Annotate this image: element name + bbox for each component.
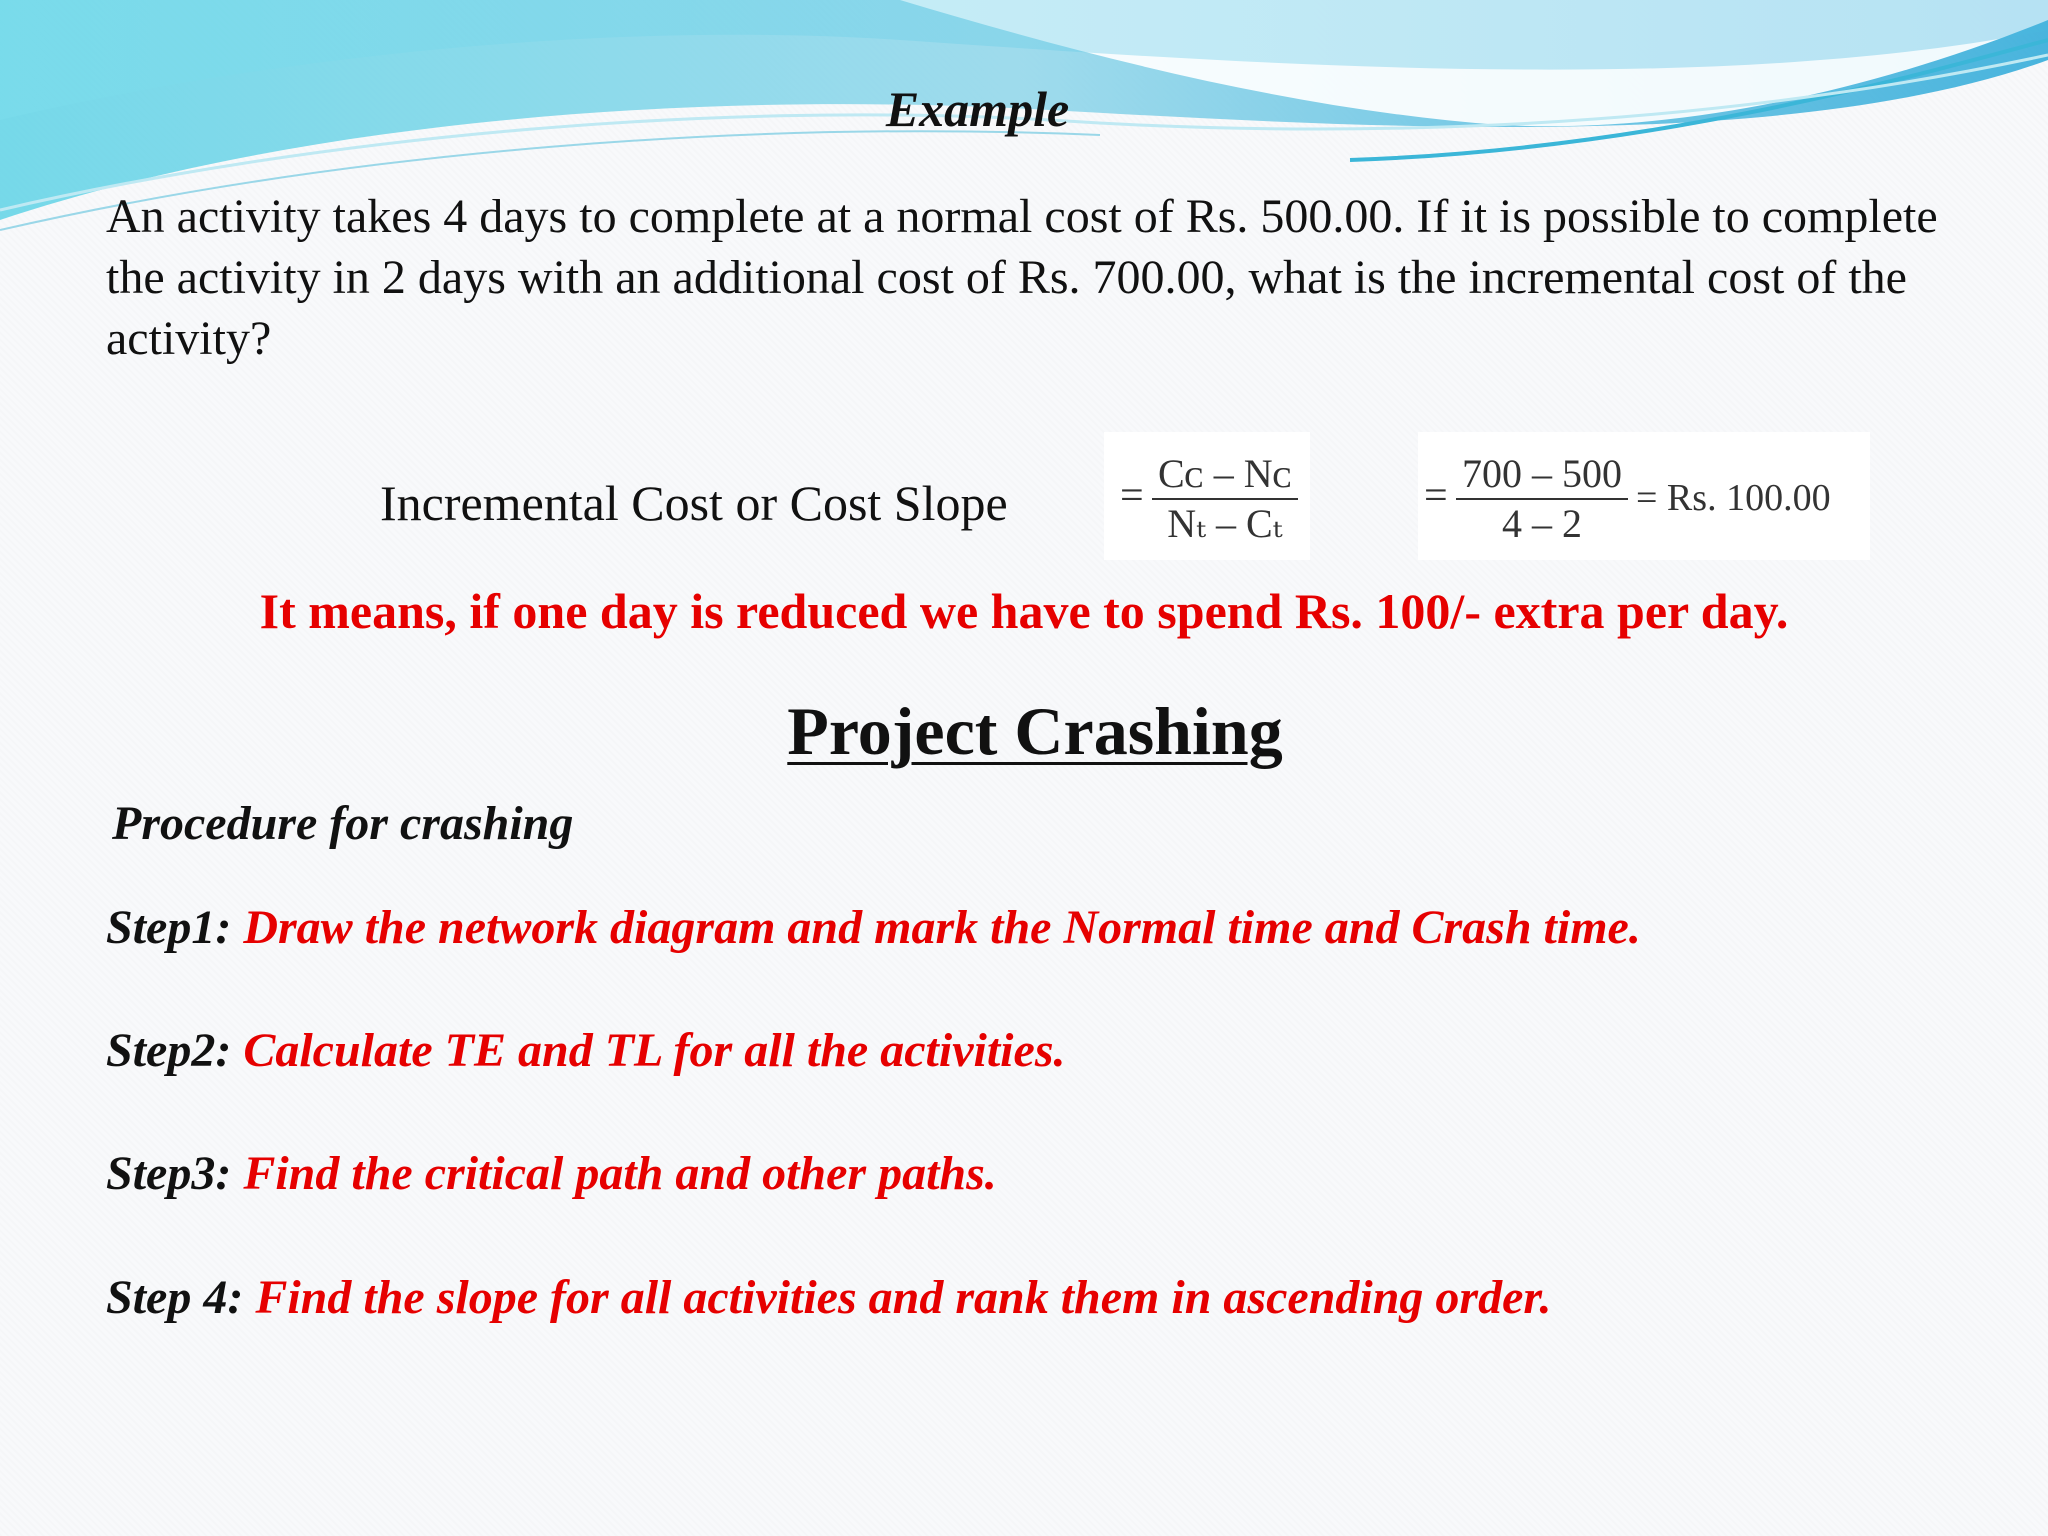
- step-4: [106, 1270, 1551, 1325]
- step-text: Draw the network diagram and mark the Normal time and Crash time.: [243, 901, 1641, 954]
- general-fraction: [1152, 450, 1298, 548]
- step-label: Step3:: [106, 1147, 232, 1200]
- general-denominator: Nₜ – Cₜ: [1167, 501, 1283, 546]
- step-label: Step 4:: [106, 1271, 244, 1324]
- step-1: [106, 900, 1641, 955]
- general-formula: [1104, 432, 1310, 560]
- step-label: Step2:: [106, 1024, 232, 1077]
- step-text: Calculate TE and TL for all the activities.: [243, 1024, 1066, 1077]
- step-text: Find the slope for all activities and rank them in ascending order.: [255, 1271, 1552, 1324]
- value-fraction: [1456, 450, 1628, 548]
- value-formula: [1418, 432, 1870, 560]
- general-equals: =: [1120, 473, 1144, 519]
- step-3: [106, 1146, 997, 1201]
- step-label: Step1:: [106, 901, 232, 954]
- example-title: Example: [885, 81, 1070, 137]
- general-numerator: Cᴄ – Nᴄ: [1158, 451, 1292, 496]
- step-text: Find the critical path and other paths.: [243, 1147, 997, 1200]
- value-denominator: 4 – 2: [1502, 501, 1582, 546]
- value-equals: =: [1424, 473, 1448, 519]
- formula-label: Incremental Cost or Cost Slope: [380, 475, 1008, 531]
- step-2: [106, 1023, 1066, 1078]
- meaning-statement: It means, if one day is reduced we have to spend Rs. 100/- extra per day.: [259, 583, 1789, 639]
- section-title: Project Crashing: [787, 693, 1283, 769]
- question-text: An activity takes 4 days to complete at a normal cost of Rs. 500.00. If it is possible to complete the activity in 2 days with an additional cost of Rs. 700.00, what is the incremental cost of the activity?: [106, 190, 1938, 365]
- value-numerator: 700 – 500: [1462, 451, 1622, 496]
- result-value: = Rs. 100.00: [1636, 477, 1831, 519]
- procedure-heading: Procedure for crashing: [112, 797, 574, 850]
